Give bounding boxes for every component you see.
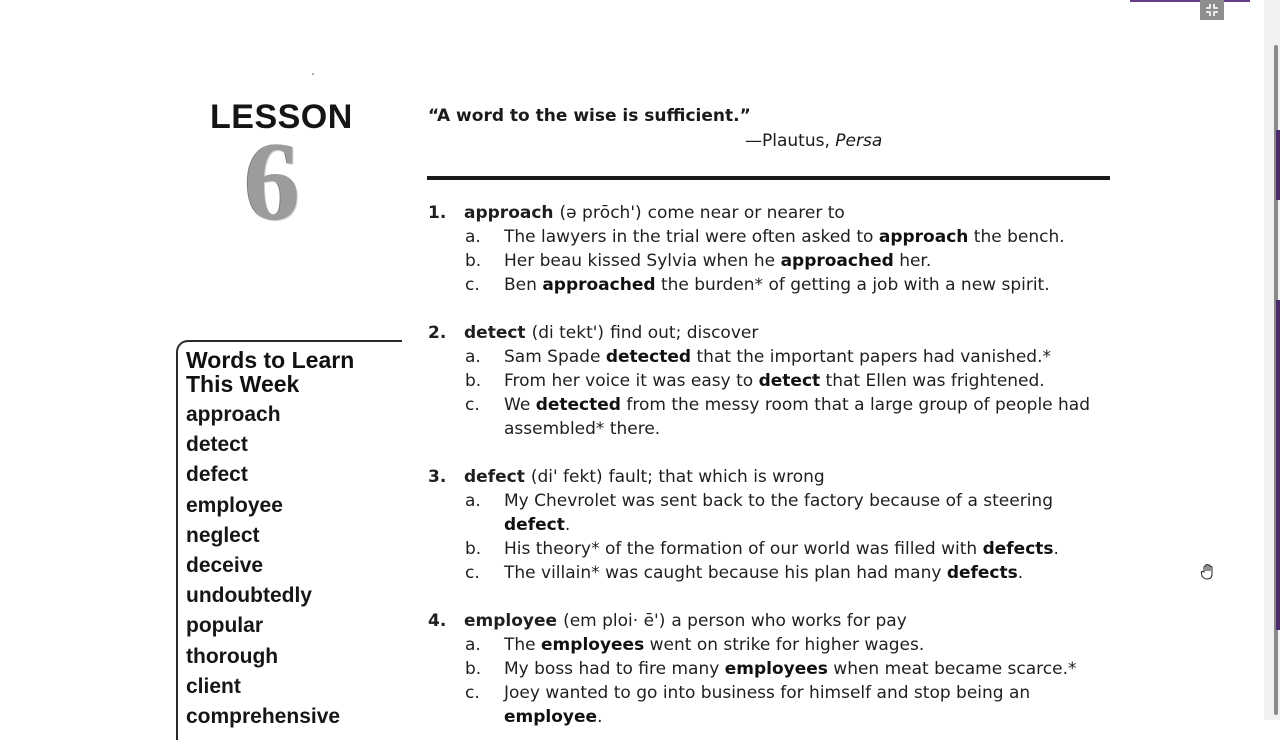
vocab-word: approach bbox=[186, 403, 281, 426]
example-text bbox=[504, 345, 1104, 369]
example-sentence bbox=[428, 681, 1128, 729]
example-sentence bbox=[428, 273, 1128, 297]
sentence-fragment: the burden* of getting a job with a new spirit. bbox=[655, 275, 1050, 295]
exit-fullscreen-button[interactable] bbox=[1200, 0, 1224, 20]
sentence-fragment: My Chevrolet was sent back to the factory because of a steering bbox=[504, 491, 1053, 511]
vocab-word: defect bbox=[186, 463, 248, 487]
entry-definition: find out; discover bbox=[610, 323, 759, 343]
sentence-fragment: the bench. bbox=[968, 227, 1065, 247]
example-text bbox=[504, 393, 1104, 441]
words-to-learn-title bbox=[186, 348, 406, 396]
entry-definition: a person who works for pay bbox=[671, 611, 907, 631]
sentence-fragment: From her voice it was easy to bbox=[504, 371, 759, 391]
example-text bbox=[504, 633, 1104, 657]
highlighted-word: defects bbox=[946, 563, 1018, 583]
sentence-fragment: We bbox=[504, 395, 536, 415]
top-accent-line bbox=[1130, 0, 1250, 2]
example-letter: a. bbox=[465, 227, 481, 247]
example-sentence bbox=[428, 225, 1128, 249]
entry-number: 4. bbox=[428, 611, 447, 631]
sentence-fragment: when meat became scarce.* bbox=[827, 659, 1077, 679]
sentence-fragment: The bbox=[504, 635, 542, 655]
word-list bbox=[186, 401, 340, 733]
title-line: This Week bbox=[186, 371, 300, 397]
highlighted-word: defects bbox=[982, 539, 1054, 559]
entry-number: 2. bbox=[428, 323, 447, 343]
entry bbox=[428, 609, 1128, 729]
example-letter: a. bbox=[465, 635, 481, 655]
example-sentence bbox=[428, 345, 1128, 369]
example-sentence bbox=[428, 537, 1128, 561]
entry-definition: come near or nearer to bbox=[647, 203, 845, 223]
example-text bbox=[504, 657, 1104, 681]
entry bbox=[428, 201, 1128, 297]
definition-entries bbox=[428, 201, 1128, 753]
highlighted-word: employee bbox=[504, 707, 598, 727]
sentence-fragment: from the messy room that a large group of people had assembled* there. bbox=[504, 395, 1091, 439]
highlighted-word: employees bbox=[724, 659, 828, 679]
vocab-word: popular bbox=[186, 614, 263, 638]
sentence-fragment: . bbox=[564, 515, 571, 535]
example-letter: c. bbox=[465, 395, 480, 415]
example-letter: a. bbox=[465, 491, 481, 511]
example-letter: b. bbox=[465, 539, 482, 559]
sentence-fragment: . bbox=[1017, 563, 1024, 583]
example-list bbox=[428, 633, 1128, 729]
vocab-word: comprehensive bbox=[186, 704, 341, 728]
vocab-word: detect bbox=[186, 433, 248, 457]
entry-pronunciation: (di' fekt) bbox=[530, 467, 603, 487]
highlighted-word: employees bbox=[541, 635, 645, 655]
sentence-fragment: Joey wanted to go into business for himself and stop being an bbox=[504, 683, 1031, 703]
example-sentence bbox=[428, 633, 1128, 657]
highlighted-word: approached bbox=[780, 251, 894, 271]
entry-heading bbox=[428, 609, 1128, 633]
example-letter: b. bbox=[465, 251, 482, 271]
vocab-word: deceive bbox=[186, 553, 264, 577]
example-letter: b. bbox=[465, 371, 482, 391]
sentence-fragment: went on strike for higher wages. bbox=[644, 635, 925, 655]
lesson-label: LESSON bbox=[210, 98, 353, 136]
sentence-fragment: The lawyers in the trial were often asked to bbox=[504, 227, 879, 247]
edge-marker bbox=[1276, 300, 1280, 630]
sentence-fragment: Her beau kissed Sylvia when he bbox=[504, 251, 781, 271]
vocab-word: undoubtedly bbox=[186, 584, 312, 608]
entry bbox=[428, 465, 1128, 585]
vocab-word: client bbox=[186, 674, 241, 698]
sentence-fragment: that the important papers had vanished.* bbox=[691, 347, 1051, 367]
hand-cursor-icon bbox=[1200, 563, 1216, 581]
entry bbox=[428, 321, 1128, 441]
example-text bbox=[504, 369, 1104, 393]
sentence-fragment: The villain* was caught because his plan had many bbox=[504, 563, 947, 583]
speck bbox=[312, 73, 314, 75]
quote-author: —Plautus, bbox=[745, 131, 836, 151]
edge-marker bbox=[1276, 130, 1280, 200]
header-rule bbox=[427, 176, 1110, 180]
sentence-fragment: His theory* of the formation of our world was filled with bbox=[504, 539, 983, 559]
vocab-word: thorough bbox=[186, 644, 279, 668]
entry-pronunciation: (ə prōch') bbox=[559, 203, 642, 223]
highlighted-word: detect bbox=[758, 371, 821, 391]
example-letter: c. bbox=[465, 563, 480, 583]
sentence-fragment: My boss had to fire many bbox=[504, 659, 725, 679]
example-text bbox=[504, 489, 1104, 537]
entry-definition: fault; that which is wrong bbox=[608, 467, 825, 487]
sentence-fragment: . bbox=[1053, 539, 1059, 559]
entry-word: defect bbox=[464, 467, 525, 487]
title-line: Words to Learn bbox=[186, 347, 355, 373]
exit-fullscreen-icon bbox=[1205, 3, 1219, 17]
example-sentence bbox=[428, 369, 1128, 393]
vocab-word: neglect bbox=[186, 523, 260, 547]
highlighted-word: defect bbox=[504, 515, 565, 535]
example-text bbox=[504, 249, 1104, 273]
example-sentence bbox=[428, 393, 1128, 441]
example-text bbox=[504, 225, 1104, 249]
example-text bbox=[504, 537, 1104, 561]
sentence-fragment: that Ellen was frightened. bbox=[820, 371, 1045, 391]
example-sentence bbox=[428, 489, 1128, 537]
example-letter: a. bbox=[465, 347, 481, 367]
entry-heading bbox=[428, 201, 1128, 225]
example-letter: c. bbox=[465, 275, 480, 295]
example-text bbox=[504, 561, 1104, 585]
example-text bbox=[504, 273, 1104, 297]
entry-word: employee bbox=[464, 611, 558, 631]
entry-pronunciation: (di tekt') bbox=[531, 323, 605, 343]
highlighted-word: approach bbox=[878, 227, 969, 247]
example-letter: b. bbox=[465, 659, 482, 679]
quote-attribution bbox=[745, 131, 882, 151]
quote-text: “A word to the wise is sufficient.” bbox=[428, 106, 751, 126]
entry-word: approach bbox=[464, 203, 554, 223]
lesson-number: 6 bbox=[244, 120, 300, 244]
entry-heading bbox=[428, 321, 1128, 345]
example-sentence bbox=[428, 561, 1128, 585]
entry-number: 3. bbox=[428, 467, 447, 487]
example-list bbox=[428, 489, 1128, 585]
example-list bbox=[428, 225, 1128, 297]
sentence-fragment: her. bbox=[893, 251, 932, 271]
quote-work: Persa bbox=[835, 131, 883, 151]
entry-number: 1. bbox=[428, 203, 447, 223]
example-letter: c. bbox=[465, 683, 480, 703]
example-text bbox=[504, 681, 1104, 729]
example-list bbox=[428, 345, 1128, 441]
entry-word: detect bbox=[464, 323, 526, 343]
highlighted-word: approached bbox=[542, 275, 656, 295]
vocab-word: employee bbox=[186, 493, 283, 517]
sentence-fragment: Ben bbox=[504, 275, 543, 295]
highlighted-word: detected bbox=[535, 395, 621, 415]
highlighted-word: detected bbox=[605, 347, 692, 367]
entry-pronunciation: (em ploi· ē') bbox=[563, 611, 666, 631]
example-sentence bbox=[428, 249, 1128, 273]
entry-heading bbox=[428, 465, 1128, 489]
sentence-fragment: Sam Spade bbox=[504, 347, 606, 367]
sentence-fragment: . bbox=[597, 707, 603, 727]
example-sentence bbox=[428, 657, 1128, 681]
